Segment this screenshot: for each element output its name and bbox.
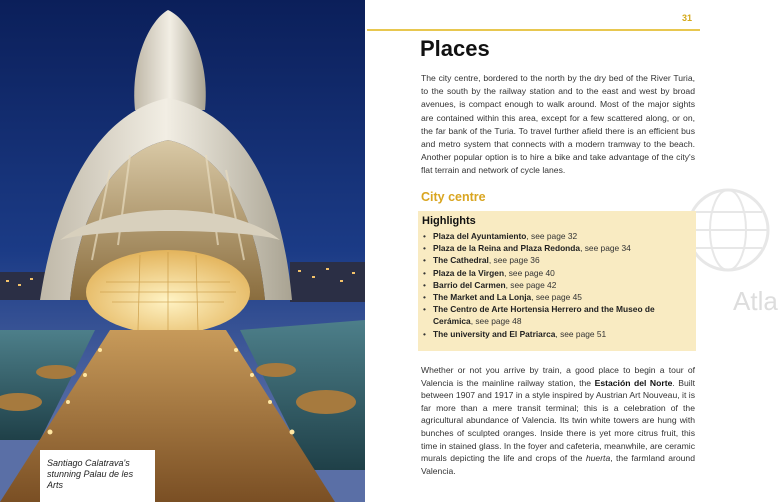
highlight-item [422, 328, 692, 340]
highlight-name: Plaza de la Virgen [433, 267, 505, 278]
highlight-name: The Cathedral [433, 255, 489, 266]
highlight-ref: , see page 36 [488, 255, 540, 266]
page-title: Places [420, 36, 490, 61]
highlight-item [422, 230, 692, 242]
watermark-text: Atla [733, 286, 778, 316]
highlight-name: The Centro de Arte Hortensia Herrero and the Museo de Cerámica [433, 304, 655, 327]
highlights-list [422, 230, 692, 340]
highlight-item [422, 291, 692, 303]
highlight-ref: , see page 34 [580, 243, 631, 254]
highlight-item [422, 242, 692, 254]
highlight-item [422, 279, 692, 291]
highlight-ref: , see page 48 [470, 316, 522, 327]
highlight-name: The Market and La Lonja [433, 292, 532, 303]
highlights-box [418, 211, 696, 351]
highlight-ref: , see page 32 [526, 231, 578, 241]
highlight-item [422, 267, 692, 279]
section-title: City centre [421, 190, 486, 204]
highlight-item [422, 254, 692, 266]
body-text: Whether or not you arrive by train, a good place to begin a tour of Valencia is the mainline railway station, the [421, 365, 695, 388]
highlight-ref: , see page 45 [531, 292, 582, 303]
photo-caption: Santiago Calatrava's stunning Palau de les Arts [40, 450, 155, 502]
station-name: Estación del Norte [594, 377, 673, 388]
highlight-name: The university and El Patriarca [433, 328, 556, 339]
intro-paragraph: The city centre, bordered to the north by the dry bed of the River Turia, to the south by the railway station and to the east and west by broad avenues, is compact enough to walk around. Most of the major sights are contained within this area, except for a few scattered along, or on, the far bank of the Turia. To travel further afield there is an efficient bus and metro system that connects with a modern tramway to the beach. Another popular option is to hire a bike and take advantage of the city's flat terrain and network of cycle lanes. [421, 73, 695, 176]
page-number: 31 [681, 13, 692, 23]
highlight-ref: , see page 40 [504, 267, 555, 278]
highlight-name: Barrio del Carmen [433, 279, 506, 290]
highlights-title: Highlights [422, 215, 476, 227]
top-rule [367, 29, 700, 31]
text-page [365, 0, 778, 502]
body-text: . Built between 1907 and 1917 in a style inspired by Austrian Art Nouveau, it is far more than a mere transit terminal; this is a celebration of the agricultural abundance of Valencia. Its twin white towers are hung with bunches of sculpted oranges. Inside there is yet more citrus fruit, this time in stained glass. In the foyer and cafeteria, meanwhile, are ceramic murals depicting the life and crops of the [421, 377, 696, 464]
highlight-name: Plaza de la Reina and Plaza Redonda [433, 243, 581, 254]
highlight-name: Plaza del Ayuntamiento [433, 231, 527, 241]
highlight-ref: , see page 51 [555, 328, 607, 339]
highlight-ref: , see page 42 [505, 279, 557, 290]
huerta-term: huerta [585, 453, 611, 464]
palau-photo [0, 0, 365, 502]
highlight-item [422, 303, 692, 327]
body-text: , the farmland around Valencia. [421, 453, 695, 476]
body-paragraph [421, 364, 695, 477]
